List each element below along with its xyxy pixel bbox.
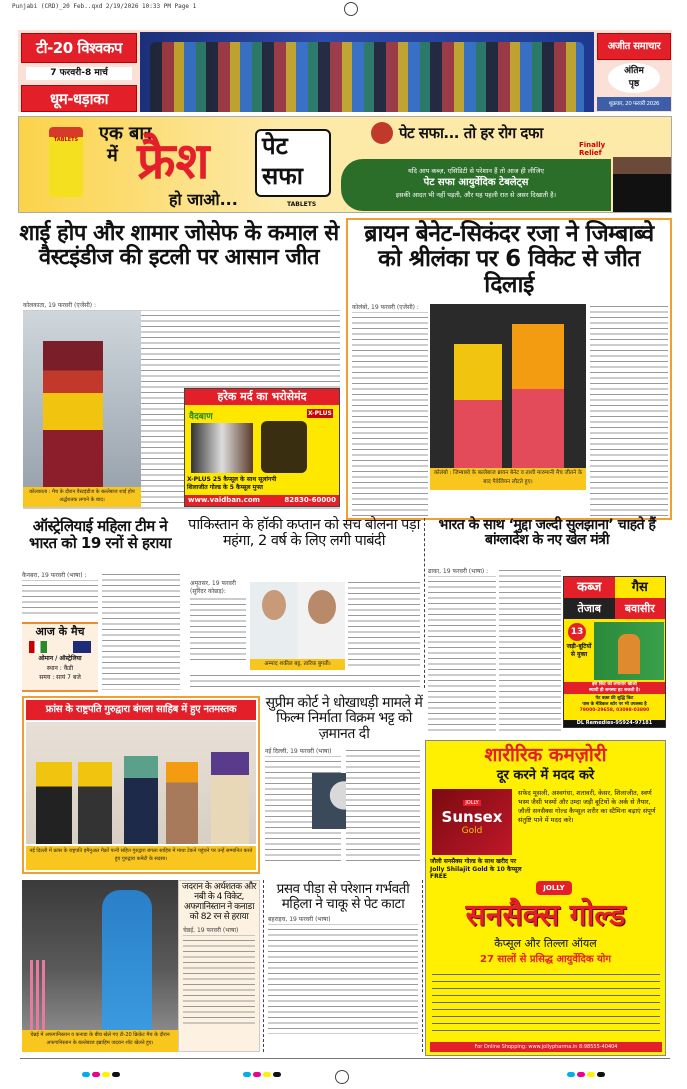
todays-match-box — [22, 622, 98, 692]
ad-text: हो जाओ... — [169, 190, 238, 209]
ad-info — [564, 696, 665, 714]
ad-text: पास के मेडिकल स्टोर पर भी उपलब्ध है — [582, 702, 647, 707]
match-time: समय : सायं 7 बजे — [39, 674, 81, 681]
ad-title: हरेक मर्द का भरोसेमंद — [185, 389, 339, 405]
ad-red-band — [564, 682, 665, 694]
product-name: Sunsex — [441, 808, 503, 826]
ad-footer: For Online Shopping: www.jollypharma.in 8:98555-40404 — [430, 1042, 662, 1052]
article-dateline: अमृतसर, 19 फरवरी (सुरिंदर कोछड़): — [190, 580, 246, 596]
ad-subtitle: दूर करने में मदद करे — [496, 768, 595, 783]
article-dateline: ढाका, 19 फरवरी (भाषा) : — [428, 568, 496, 576]
pak-caption: अम्माद शकील बट्ट, तारिक बुगती। — [250, 659, 345, 670]
ad-word: बवासीर — [615, 598, 666, 619]
zadran-batting-photo — [22, 880, 178, 1030]
page-label: अंतिम — [624, 66, 644, 76]
sc-article-body-2 — [346, 748, 420, 864]
issue-date: शुक्रवार, 20 फरवरी 2026 — [597, 97, 671, 111]
brand-logo: JOLLY — [465, 800, 479, 806]
worldcup-dates: 7 फरवरी-8 मार्च — [26, 67, 132, 80]
ad-body-text — [432, 971, 660, 1031]
sunsex-pack — [432, 789, 512, 855]
pet-safa-ad — [18, 116, 672, 213]
afg-caption: चेन्नई में अफगानिस्तान व कनाडा के बीच खेले गए टी-20 क्रिकेट मैच के दौरान अफगानिस्तान के बल्लेबाज इब्राहिम जदरान शॉट खेलते हुए। — [22, 1030, 178, 1052]
afg-article-body — [183, 927, 255, 1027]
zim-article-body — [352, 304, 428, 518]
article-dateline: कैनबरा, 19 फरवरी (भाषा) : — [22, 572, 98, 580]
brand-logo: वैदबाण — [189, 412, 213, 422]
ban-headline: भारत के साथ ‘मुद्दा जल्दी सुलझाना’ चाहते हैं बांग्लादेश के नए खेल मंत्री — [438, 517, 656, 549]
afg-story-box — [178, 880, 260, 1052]
prasav-article-body — [268, 916, 418, 1034]
tablet-jar: TABLETS — [49, 127, 83, 197]
france-caption: नई दिल्ली में फ्रांस के राष्ट्रपति इमैनुअल मैक्रों पत्नी सहित गुरुद्वारा बंगला साहिब में माथा टेकने पहुंचने पर उन्हें सम्मानित करते हुए गुरुद्वारा कमेटी के सदस्य। — [26, 846, 256, 870]
france-story-box — [22, 696, 260, 874]
match-box-title: आज के मैच — [35, 625, 85, 638]
trim-line — [20, 1058, 670, 1059]
kabj-gas-ad — [563, 576, 666, 728]
ad-text: शिलाजीत गोल्ड के 5 कैप्सूल मुफ्त — [187, 484, 263, 491]
registration-mark-icon — [344, 2, 358, 16]
wi-caption: कोलकाता : मैच के दौरान वैस्टइंडीज के बल्लेबाज शाई होप अर्द्धशतक लगाने के बाद। — [23, 487, 141, 507]
logo-text: सफा — [262, 162, 303, 190]
macron-gurudwara-photo — [26, 722, 256, 844]
ad-people-photo — [191, 423, 253, 473]
oman-flag-icon — [29, 641, 47, 653]
ad-text: इसकी आदत भी नहीं पड़ती, और यह पहली रात से असर दिखाती है। — [395, 191, 557, 199]
ad-text: में — [107, 145, 118, 166]
article-dateline: कोलकाता, 19 फरवरी (एजेंसी) : — [23, 302, 340, 310]
ad-slogan: पेट सफा... तो हर रोग दफा — [399, 124, 543, 142]
ad-description: सफेद मूसली, अश्वगंधा, शतावरी, केसर, शिलाजीत, स्वर्ण भस्म जैसी भस्मों और उम्दा जड़ी बूटियों के अर्क से तैयार, जौली सनसैक्स गोल्ड कैप्सूल शरीर का स्टैमिना बढ़ाएं संपूर्ण संतुष्टि पाने में मदद करे। — [518, 789, 656, 824]
celebrity-photo — [613, 157, 671, 213]
pak-headline: पाकिस्तान के हॉकी कप्तान को सच बोलना पड़ा महंगा, 2 वर्ष के लिए लगी पाबंदी — [188, 517, 420, 549]
registration-mark-icon — [335, 1070, 349, 1084]
last-page-badge — [608, 63, 660, 93]
color-bar — [82, 1062, 122, 1081]
ad-text: Finally — [579, 141, 606, 149]
wi-headline: शाई होप और शामार जोसेफ के कमाल से वैस्टइंडीज की इटली पर आसान जीत — [19, 221, 339, 271]
ad-text: जड़ी-बूटियों से युक्त — [566, 643, 592, 658]
sc-headline: सुप्रीम कोर्ट ने धोखाधड़ी मामले में फिल्म निर्माता विक्रम भट्ट को ज़मानत दी — [265, 695, 423, 742]
ad-offer — [187, 476, 339, 492]
article-dateline: नई दिल्ली, 19 फरवरी (भाषा) — [265, 748, 341, 756]
match-venue: स्थान : कैंडी — [46, 665, 74, 672]
ad-footer — [185, 495, 339, 506]
ad-phone: DL Remedies-95924-97181 — [564, 720, 665, 727]
ad-text: Relief — [579, 149, 602, 157]
pak-article-body-2 — [190, 673, 420, 689]
color-bar — [243, 1062, 283, 1081]
ad-url: www.vaidban.com — [188, 496, 260, 504]
page-label: पृष्ठ — [628, 79, 640, 89]
zim-story-box — [346, 218, 672, 520]
prasav-headline: प्रसव पीड़ा से परेशान गर्भवती महिला ने चाकू से पेट काटा — [276, 881, 410, 912]
ad-text: TABLETS — [287, 201, 317, 208]
ad-green-panel — [341, 159, 611, 211]
ad-big-title: सनसैक्स गोल्ड — [465, 898, 626, 933]
ad-text: पेट वक़्त फ्री शुद्धि किट — [595, 696, 634, 701]
ban-article-body-2 — [499, 568, 561, 735]
aus-article-body-2 — [102, 572, 180, 690]
ad-text: स्थायी ही समस्या हट सकती है। — [588, 688, 641, 693]
product-name: Gold — [461, 826, 483, 836]
article-dateline: चेन्नई, 19 फरवरी (भाषा) — [183, 927, 255, 935]
worldcup-tag: धूम-धड़ाका — [21, 85, 137, 112]
jolly-logo: JOLLY — [536, 881, 572, 895]
zim-article-body-2 — [590, 304, 668, 518]
logo-text: पेट — [262, 132, 288, 160]
ad-word: कब्ज — [564, 577, 615, 598]
ban-article-body — [428, 568, 496, 735]
ad-tagline: 27 सालों से प्रसिद्ध आयुर्वेदिक योग — [479, 954, 611, 965]
aus-headline: ऑस्ट्रेलियाई महिला टीम ने भारत को 19 रनों से हराया — [28, 517, 172, 552]
afg-headline: जदरान के अर्धशतक और नबी के 4 विकेट, अफगानिस्तान ने कनाडा को 82 रन से हराया — [182, 882, 256, 922]
print-slug: Punjabi (CRD)_20 Feb..qxd 2/19/2026 10:33 PM Page 1 — [12, 3, 197, 10]
ad-text: X-PLUS 25 कैप्सूल के साथ सूलांगपी — [187, 476, 277, 483]
ad-fresh: फ्रैश — [137, 132, 210, 190]
product-badge: X-PLUS — [308, 410, 332, 417]
sunsex-gold-ad — [425, 740, 666, 1056]
ad-phone: 82830-60000 — [284, 496, 336, 504]
ad-text: इस किट को लगातार खाओ — [592, 682, 637, 687]
hockey-players-photo — [250, 582, 345, 659]
seal-icon — [371, 122, 393, 144]
prasav-story-box — [263, 880, 423, 1052]
xplus-ad — [184, 388, 340, 507]
article-dateline: कोलंबो, 19 फरवरी (एजेंसी) : — [352, 304, 428, 312]
finally-relief — [579, 141, 605, 157]
column-divider — [424, 518, 425, 688]
paper-name: अजीत समाचार — [597, 33, 671, 60]
masthead — [18, 30, 672, 112]
match-teams: ओमान / ऑस्ट्रेलिया — [38, 655, 82, 662]
pet-safa-logo — [255, 129, 331, 197]
jar-icon — [261, 421, 307, 473]
pak-article-body — [190, 580, 246, 660]
kit-photo — [594, 622, 664, 680]
ad-title: शारीरिक कमज़ोरी — [484, 744, 607, 766]
herb-count-badge: 13 — [568, 623, 586, 641]
australia-flag-icon — [73, 641, 91, 653]
zim-headline: ब्रायन बेनेट-सिकंदर रजा ने जिम्बाब्वे को श्रीलंका पर 6 विकेट से जीत दिलाई — [364, 221, 654, 298]
zim-caption: कोलंबो : जिम्बाब्वे के बल्लेबाज ब्रायन बेनेट व ताशी मारुमानी मैच जीतने के बाद पैवेलियन लौटते हुए। — [430, 468, 586, 490]
ad-text: पेट सफा आयुर्वेदिक टेबलेट्स — [423, 177, 529, 188]
france-headline: फ्रांस के राष्ट्रपति गुरुद्वारा बंगला साहिब में हुए नतमस्तक — [26, 700, 256, 720]
aus-article-body — [22, 572, 98, 618]
ad-text: यदि आप कब्ज़, एसिडिटी से परेशान हैं तो आज ही लीजिए — [408, 167, 544, 175]
ad-offer: जौली सनसैक्स गोल्ड के साथ खरीद पर Jolly Shilajit Gold के 10 कैप्सूल FREE — [430, 858, 522, 880]
shai-hope-photo — [23, 311, 141, 487]
ad-text: एक बार — [99, 123, 152, 144]
worldcup-title: टी-20 विश्वकप — [21, 33, 137, 63]
ad-word: तेजाब — [564, 598, 615, 619]
pak-article-body-3 — [348, 580, 420, 668]
captains-photo — [140, 32, 594, 112]
ad-word: गैस — [615, 577, 666, 598]
zimbabwe-players-photo — [430, 304, 586, 468]
article-dateline: बहराइच, 19 फरवरी (भाषा) — [268, 916, 418, 924]
ad-subtitle: कैप्सूल और तिल्ला ऑयल — [494, 937, 597, 950]
color-bar — [567, 1062, 607, 1081]
ad-phone: 79000-29658, 03098-03890 — [579, 708, 650, 713]
